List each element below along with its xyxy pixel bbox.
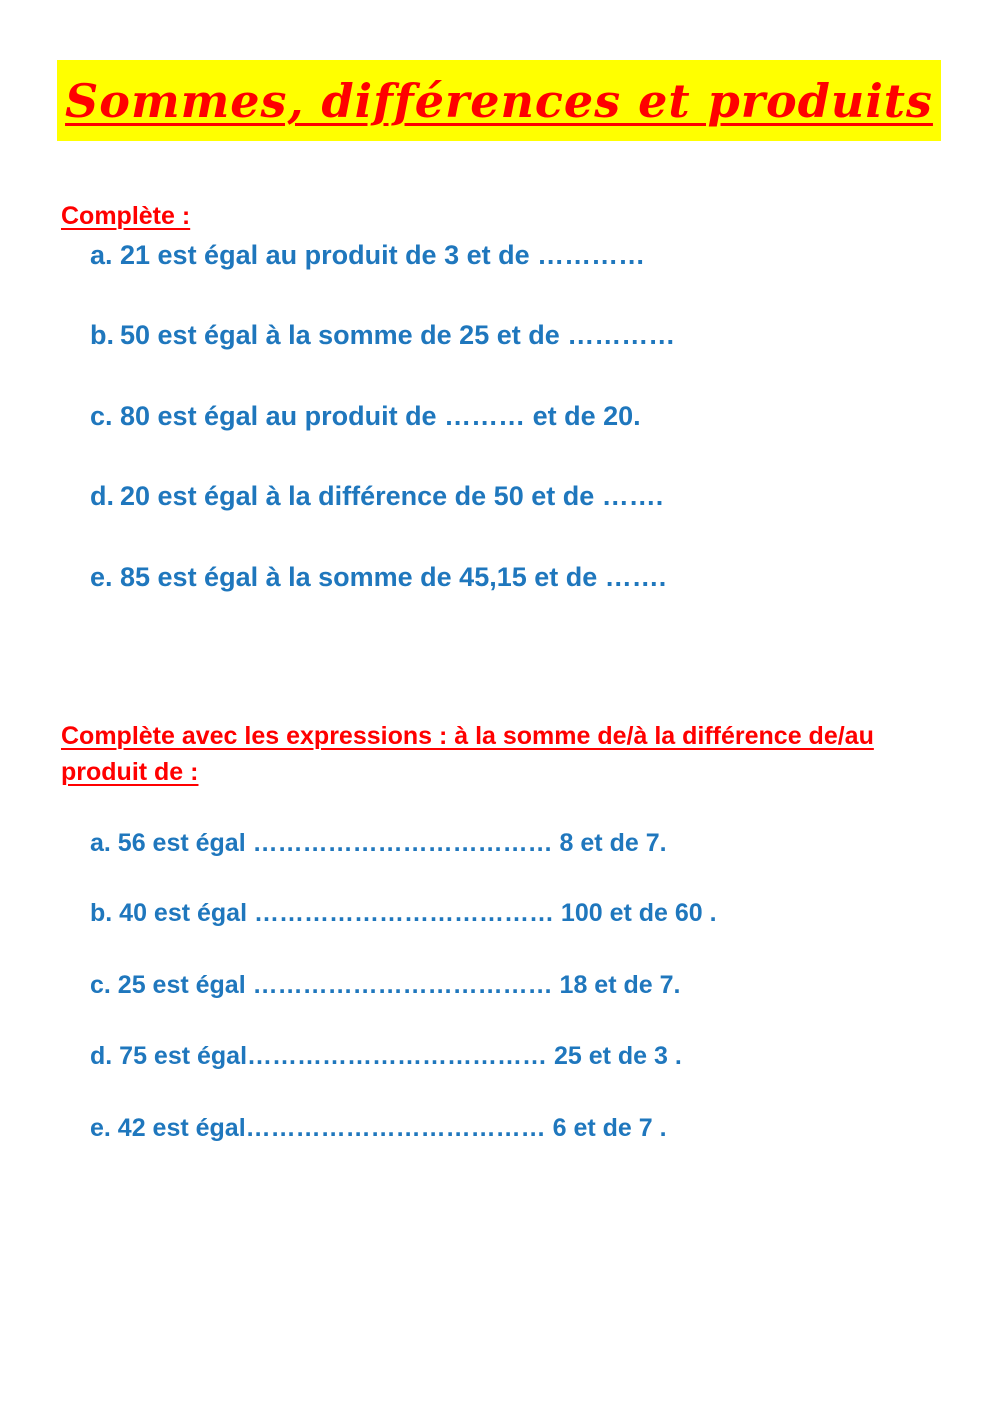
item-text: 20 est égal à la différence de 50 et de ……. (120, 481, 664, 511)
item-letter: d. (90, 481, 114, 511)
exercise1-item-d (90, 481, 663, 512)
item-letter: a. (90, 240, 113, 270)
exercise1-item-c (90, 401, 641, 432)
item-text: 50 est égal à la somme de 25 et de ………… (120, 320, 676, 350)
item-letter: b. (90, 320, 114, 350)
exercise1-item-e (90, 562, 666, 593)
exercise2-item-a: a. 56 est égal ……………………………… 8 et de 7. (90, 829, 667, 857)
exercise1-item-a (90, 240, 645, 271)
exercise2-item-c: c. 25 est égal ……………………………… 18 et de 7. (90, 971, 681, 999)
exercise1-heading: Complète : (61, 202, 191, 230)
exercise2-item-d: d. 75 est égal……………………………… 25 et de 3 . (90, 1042, 682, 1070)
page-title: Sommes, différences et produits (65, 73, 933, 128)
exercise1-item-b (90, 320, 675, 351)
item-text: 21 est égal au produit de 3 et de ………… (120, 240, 646, 270)
item-letter: e. (90, 562, 113, 592)
item-text: 85 est égal à la somme de 45,15 et de ……. (120, 562, 667, 592)
exercise2-item-e: e. 42 est égal……………………………… 6 et de 7 . (90, 1114, 667, 1142)
exercise2-item-b: b. 40 est égal ……………………………… 100 et de 60 . (90, 899, 717, 927)
title-banner (57, 60, 941, 141)
item-text: 80 est égal au produit de ……… et de 20. (120, 401, 641, 431)
exercise2-heading: Complète avec les expressions : à la somme de/à la différence de/au produit de : (61, 722, 874, 786)
item-letter: c. (90, 401, 113, 431)
